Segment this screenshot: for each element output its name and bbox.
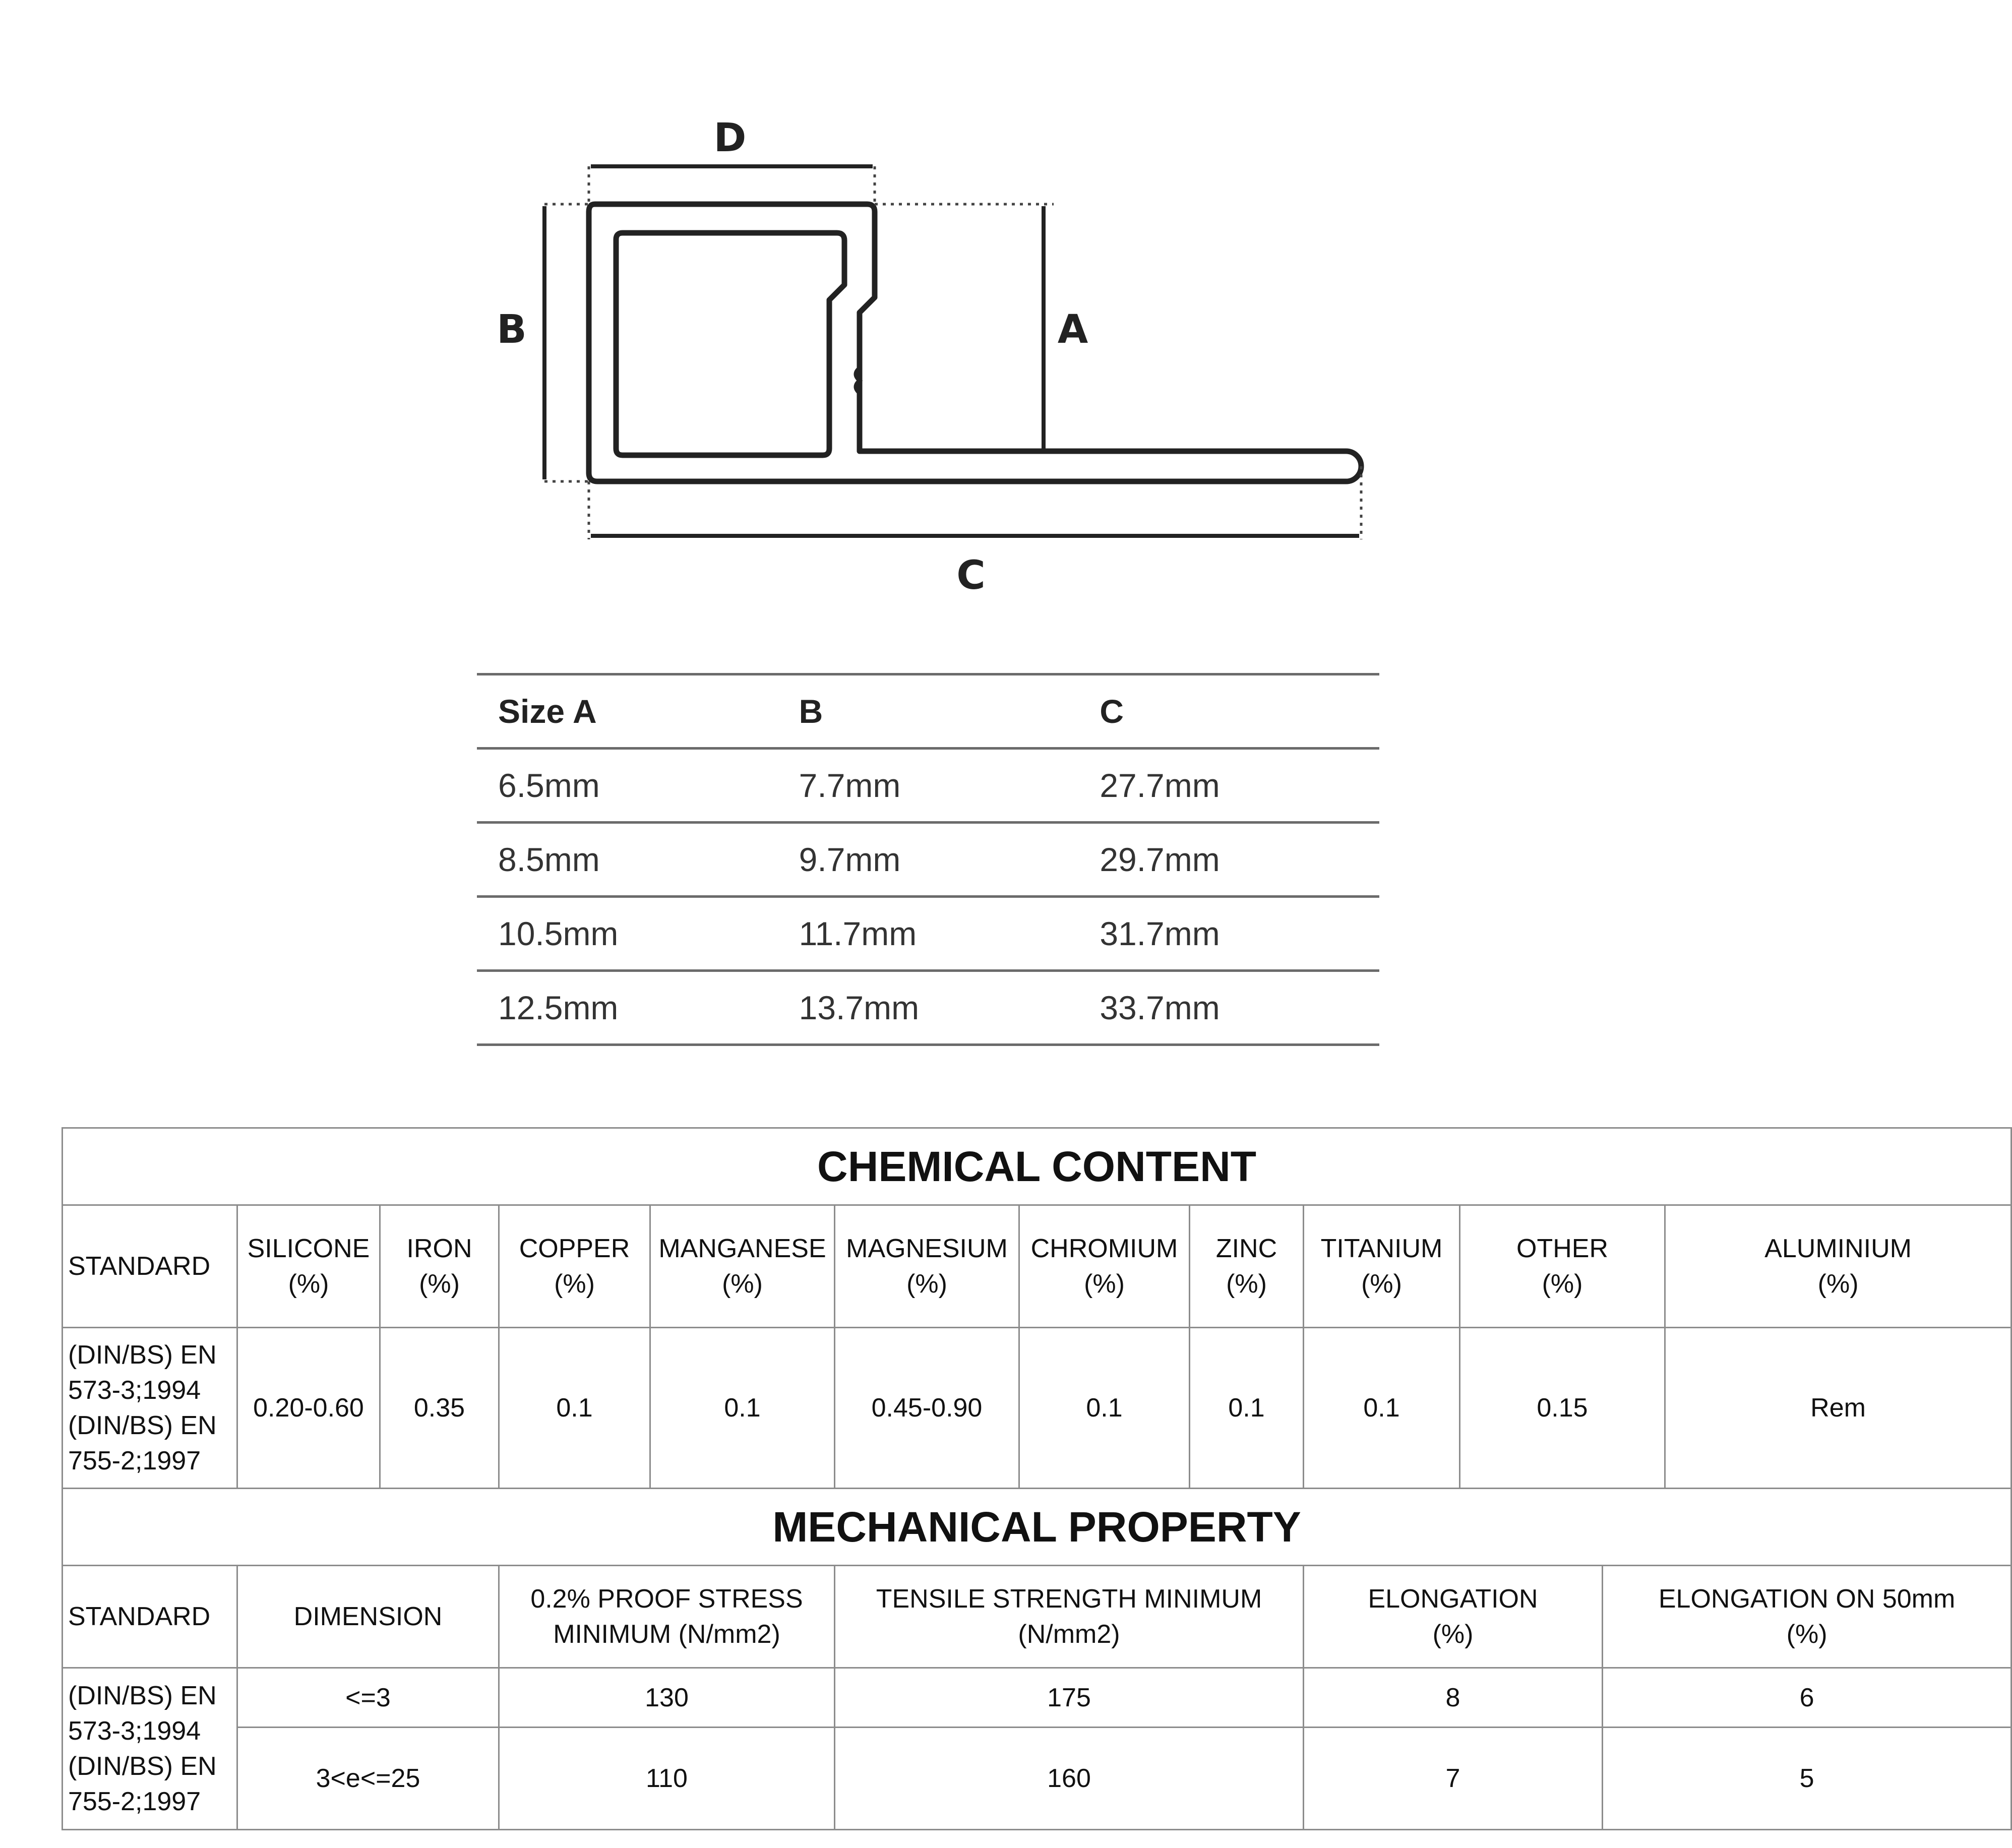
chem-copper-value: 0.1	[499, 1328, 650, 1489]
table-row	[477, 749, 1379, 823]
chem-chromium-value: 0.1	[1019, 1328, 1190, 1489]
chem-manganese-value: 0.1	[650, 1328, 835, 1489]
mech-tensile-value: 160	[835, 1728, 1304, 1830]
chem-header-manganese: MANGANESE (%)	[650, 1205, 835, 1328]
chemical-value-row	[63, 1328, 2011, 1489]
mech-header-proof-stress: 0.2% PROOF STRESS MINIMUM (N/mm2)	[499, 1566, 835, 1668]
chem-header-titanium: TITANIUM (%)	[1304, 1205, 1460, 1328]
size-header-c: C	[1078, 674, 1379, 749]
size-header-a: Size A	[477, 674, 778, 749]
spec-table	[62, 1127, 2012, 1830]
chemical-header-row	[63, 1205, 2011, 1328]
chem-silicone-value: 0.20-0.60	[237, 1328, 380, 1489]
size-cell: 31.7mm	[1078, 897, 1379, 971]
size-cell: 27.7mm	[1078, 749, 1379, 823]
chem-header-iron: IRON (%)	[380, 1205, 499, 1328]
size-cell: 12.5mm	[477, 971, 778, 1045]
chem-other-value: 0.15	[1460, 1328, 1665, 1489]
table-row	[63, 1668, 2011, 1728]
mech-elongation-50mm-value: 5	[1603, 1728, 2011, 1830]
table-row	[477, 897, 1379, 971]
size-cell: 7.7mm	[778, 749, 1079, 823]
mech-standard-value: (DIN/BS) EN 573-3;1994 (DIN/BS) EN 755-2;1997	[63, 1668, 237, 1830]
chem-header-zinc: ZINC (%)	[1190, 1205, 1304, 1328]
mech-header-standard: STANDARD	[63, 1566, 237, 1668]
chem-magnesium-value: 0.45-0.90	[835, 1328, 1019, 1489]
chem-header-other: OTHER (%)	[1460, 1205, 1665, 1328]
chem-header-silicone: SILICONE (%)	[237, 1205, 380, 1328]
mechanical-header-row	[63, 1566, 2011, 1668]
chemical-title: CHEMICAL CONTENT	[63, 1128, 2011, 1205]
size-cell: 33.7mm	[1078, 971, 1379, 1045]
mech-header-dimension: DIMENSION	[237, 1566, 499, 1668]
chem-iron-value: 0.35	[380, 1328, 499, 1489]
chem-header-aluminium: ALUMINIUM (%)	[1665, 1205, 2011, 1328]
size-cell: 29.7mm	[1078, 823, 1379, 897]
chem-aluminium-value: Rem	[1665, 1328, 2011, 1489]
mech-proof-stress-value: 130	[499, 1668, 835, 1728]
mech-elongation-50mm-value: 6	[1603, 1668, 2011, 1728]
mech-proof-stress-value: 110	[499, 1728, 835, 1830]
profile-inner-cavity	[616, 233, 844, 455]
chem-header-standard: STANDARD	[63, 1205, 237, 1328]
dimension-b-label: B	[497, 307, 527, 352]
chem-header-copper: COPPER (%)	[499, 1205, 650, 1328]
size-cell: 9.7mm	[778, 823, 1079, 897]
chem-titanium-value: 0.1	[1304, 1328, 1460, 1489]
mech-elongation-value: 7	[1304, 1728, 1603, 1830]
chemical-title-row	[63, 1128, 2011, 1205]
table-row	[477, 823, 1379, 897]
mech-elongation-value: 8	[1304, 1668, 1603, 1728]
dimension-a-label: A	[1057, 307, 1088, 352]
size-cell: 11.7mm	[778, 897, 1079, 971]
chem-zinc-value: 0.1	[1190, 1328, 1304, 1489]
chem-header-chromium: CHROMIUM (%)	[1019, 1205, 1190, 1328]
mech-header-elongation-50mm: ELONGATION ON 50mm (%)	[1603, 1566, 2011, 1668]
mechanical-title: MECHANICAL PROPERTY	[63, 1489, 2011, 1566]
dimension-c-label: C	[956, 553, 986, 598]
size-table-header-row	[477, 674, 1379, 749]
mech-header-tensile-strength: TENSILE STRENGTH MINIMUM (N/mm2)	[835, 1566, 1304, 1668]
profile-diagram	[0, 0, 1848, 625]
size-cell: 8.5mm	[477, 823, 778, 897]
size-cell: 10.5mm	[477, 897, 778, 971]
mech-dimension-value: 3<e<=25	[237, 1728, 499, 1830]
table-row	[477, 971, 1379, 1045]
mech-header-elongation: ELONGATION (%)	[1304, 1566, 1603, 1668]
dimension-d-label: D	[713, 115, 747, 161]
size-cell: 6.5mm	[477, 749, 778, 823]
mech-tensile-value: 175	[835, 1668, 1304, 1728]
size-header-b: B	[778, 674, 1079, 749]
size-cell: 13.7mm	[778, 971, 1079, 1045]
size-table	[477, 673, 1379, 1046]
mechanical-title-row	[63, 1489, 2011, 1566]
chem-standard-value: (DIN/BS) EN 573-3;1994 (DIN/BS) EN 755-2;1997	[63, 1328, 237, 1489]
mech-dimension-value: <=3	[237, 1668, 499, 1728]
profile-outer-contour	[589, 204, 1361, 481]
table-row	[63, 1728, 2011, 1830]
chem-header-magnesium: MAGNESIUM (%)	[835, 1205, 1019, 1328]
